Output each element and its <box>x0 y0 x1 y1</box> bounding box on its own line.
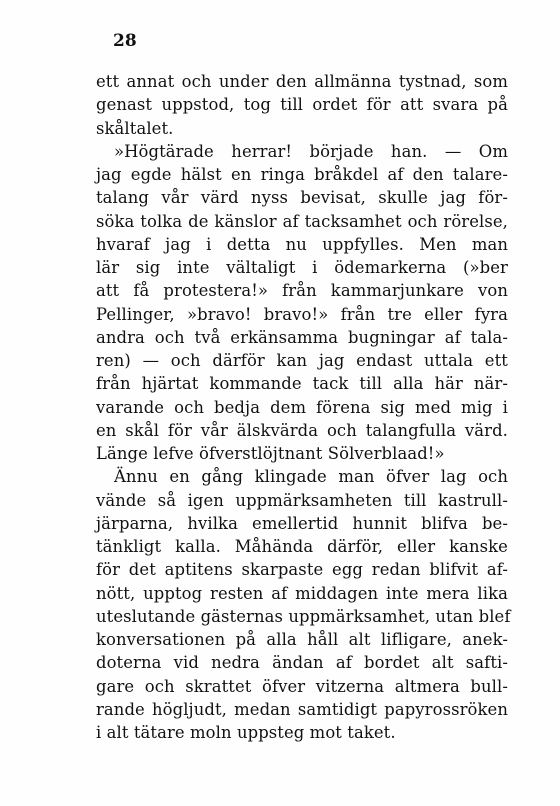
text-line: gare och skrattet öfver vitzerna altmera bull- <box>96 676 508 696</box>
text-line: söka tolka de känslor af tacksamhet och rörelse, <box>96 211 508 231</box>
text-line: rande högljudt, medan samtidigt papyrossröken <box>96 699 508 719</box>
text-line: Ännu en gång klingade man öfver lag och <box>114 467 508 487</box>
text-line: lär sig inte vältaligt i ödemarkerna (»ber <box>96 258 508 277</box>
text-line: i alt tätare moln uppsteg mot taket. <box>96 723 396 742</box>
text-line: vände så igen uppmärksamheten till kastrull- <box>96 490 508 510</box>
text-line: jag egde hälst en ringa bråkdel af den talare- <box>96 165 508 184</box>
text-line: skåltalet. <box>96 118 174 138</box>
text-line: en skål för vår älskvärda och talangfulla värd. <box>96 420 508 440</box>
body-text <box>96 70 511 744</box>
text-line: att få protestera!» från kammarjunkare von <box>96 281 508 301</box>
text-line: för det aptitens skarpaste egg redan blifvit af- <box>96 560 508 580</box>
text-line: varande och bedja dem förena sig med mig i <box>96 397 508 417</box>
text-line: ett annat och under den allmänna tystnad, som <box>96 72 508 91</box>
text-line: nött, upptog resten af middagen inte mera lika <box>96 583 508 603</box>
text-line: genast uppstod, tog till ordet för att svara på <box>96 95 508 115</box>
text-line: järparna, hvilka emellertid hunnit blifva be- <box>96 513 508 533</box>
text-line: uteslutande gästernas uppmärksamhet, utan blef <box>96 606 511 626</box>
text-line: tänkligt kalla. Måhända därför, eller kanske <box>96 537 508 556</box>
text-line: doterna vid nedra ändan af bordet alt safti- <box>96 653 508 673</box>
text-line: konversationen på alla håll alt lifligare, anek- <box>96 630 508 649</box>
text-line: hvaraf jag i detta nu uppfylles. Men man <box>96 234 508 254</box>
text-line: Pellinger, »bravo! bravo!» från tre eller fyra <box>96 304 508 324</box>
text-line: Länge lefve öfverstlöjtnant Sölverblaad!» <box>96 444 445 463</box>
text-line: »Högtärade herrar! började han. — Om <box>114 141 508 161</box>
text-line: ren) — och därför kan jag endast uttala ett <box>96 351 508 370</box>
text-line: talang vår värd nyss bevisat, skulle jag för- <box>96 188 508 208</box>
text-line: andra och två erkänsamma bugningar af tala- <box>96 327 508 347</box>
page-number: 28 <box>113 31 137 51</box>
text-line: från hjärtat kommande tack till alla här när- <box>96 374 508 394</box>
